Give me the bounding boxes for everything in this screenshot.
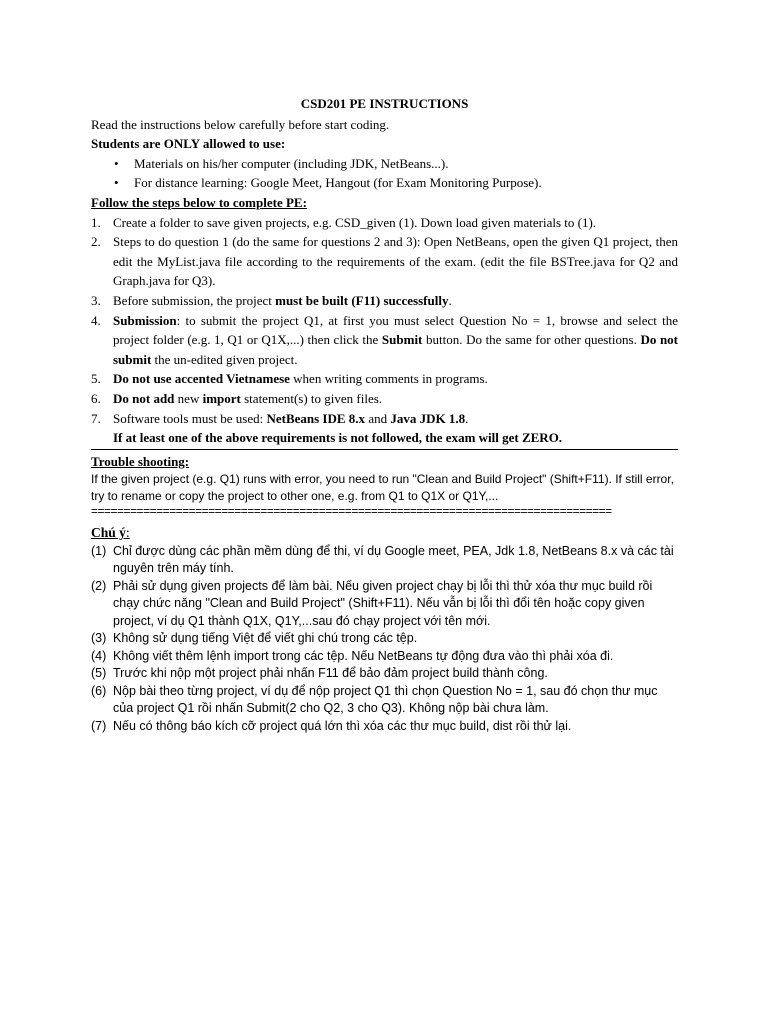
step-number: 5.	[91, 371, 101, 387]
step-text: statement(s) to given files.	[240, 390, 383, 406]
note-item	[91, 630, 678, 648]
note-number: (5)	[91, 666, 107, 681]
step-item	[91, 311, 678, 370]
step-number: 2.	[91, 234, 101, 250]
trouble-heading: Trouble shooting:	[91, 453, 190, 469]
note-heading	[91, 523, 678, 543]
document-page	[91, 94, 678, 735]
step-text-bold: Submission	[113, 312, 177, 328]
document-title: CSD201 PE INSTRUCTIONS	[300, 96, 469, 111]
step-text-bold: Java JDK 1.8	[390, 410, 466, 426]
note-text: Nộp bài theo từng project, ví dụ để nộp project Q1 thì chọn Question No = 1, sau đó chọn thư mục của project Q1 rồi nhấn Submit(2 cho Q2, 3 cho Q3). Không nộp bài chưa làm.	[113, 683, 658, 716]
step-text: .	[465, 410, 469, 426]
step-item	[91, 213, 678, 233]
steps-heading: Follow the steps below to complete PE:	[91, 194, 307, 210]
step-text: .	[448, 292, 452, 308]
step-text-bold: must be built (F11) successfully	[275, 292, 449, 308]
step-text: : to submit the project Q1, at first you must select Question No = 1, browse and select the project folder (e.g. 1, Q1 or Q1X,...) then click the	[113, 312, 678, 348]
step-item	[91, 409, 678, 429]
allowed-list	[91, 154, 678, 193]
note-text: Không viết thêm lệnh import trong các tệp. Nếu NetBeans tự động đưa vào thì phải xóa đi.	[113, 648, 614, 663]
step-text: button. Do the same for other questions.	[422, 332, 641, 348]
step-number: 1.	[91, 214, 101, 230]
step-text-bold: Do not add	[113, 390, 175, 406]
note-number: (4)	[91, 648, 107, 663]
step-text-bold: NetBeans IDE 8.x	[266, 410, 366, 426]
allowed-heading: Students are ONLY allowed to use:	[91, 136, 286, 152]
allowed-item: • For distance learning: Google Meet, Hangout (for Exam Monitoring Purpose).	[134, 173, 678, 193]
allowed-item: • Materials on his/her computer (including JDK, NetBeans...).	[134, 154, 678, 174]
note-text: Phải sử dụng given projects để làm bài. Nếu given project chạy bị lỗi thì thử xóa thư mục build rồi chạy chức năng "Clean and Build Project" (Shift+F11). Nếu vẫn bị lỗi thì đổi tên hoặc copy given project, ví dụ Q1 thành Q1X, Q1Y,...sau đó chạy project với tên mới.	[113, 578, 653, 628]
step-item	[91, 369, 678, 389]
step-text: Before submission, the project	[113, 292, 276, 308]
note-text: Không sử dụng tiếng Việt để viết ghi chú trong các tệp.	[113, 631, 418, 646]
note-heading-colon: :	[125, 525, 130, 541]
step-text: the un-edited given project.	[151, 351, 298, 367]
step-number: 3.	[91, 292, 101, 308]
divider	[91, 449, 678, 450]
note-item	[91, 683, 678, 718]
note-number: (3)	[91, 631, 107, 646]
step-text: Create a folder to save given projects, e.g. CSD_given (1). Down load given materials to (1).	[113, 214, 597, 230]
step-text-bold: Do not use accented Vietnamese	[113, 371, 290, 387]
step-number: 7.	[91, 410, 101, 426]
zero-warning: If at least one of the above requirements is not followed, the exam will get ZERO.	[113, 430, 563, 446]
step-number: 6.	[91, 390, 101, 406]
step-number: 4.	[91, 312, 101, 328]
note-number: (1)	[91, 543, 107, 558]
step-text: Software tools must be used:	[113, 410, 267, 426]
note-text: Nếu có thông báo kích cỡ project quá lớn thì xóa các thư mục build, dist rồi thử lại.	[113, 718, 572, 733]
step-item	[91, 291, 678, 311]
note-number: (2)	[91, 578, 107, 593]
note-item	[91, 578, 678, 631]
note-text: Chỉ được dùng các phần mềm dùng để thi, ví dụ Google meet, PEA, Jdk 1.8, NetBeans 8.x và các tài nguyên trên máy tính.	[113, 543, 674, 576]
notes-list	[91, 543, 678, 736]
steps-list	[91, 213, 678, 429]
separator-line: ================================================================================	[91, 505, 612, 518]
note-text: Trước khi nộp một project phải nhấn F11 để bảo đảm project build thành công.	[113, 666, 548, 681]
intro-text: Read the instructions below carefully before start coding.	[91, 116, 390, 132]
step-text: new	[174, 390, 203, 406]
step-text-bold: Submit	[381, 332, 423, 348]
step-item	[91, 232, 678, 291]
step-text-bold: import	[202, 390, 241, 406]
step-item	[91, 389, 678, 409]
step-text: Steps to do question 1 (do the same for questions 2 and 3): Open NetBeans, open the given Q1 project, then edit the MyList.java file according to the requirements of the exam. (edit the file BSTree.java for Q2 and Graph.java for Q3).	[113, 234, 678, 289]
note-number: (7)	[91, 718, 107, 733]
note-item	[91, 665, 678, 683]
note-heading-text: Chú ý	[91, 525, 126, 541]
note-item	[91, 543, 678, 578]
trouble-text: If the given project (e.g. Q1) runs with error, you need to run "Clean and Build Project" (Shift+F11). If still error, try to rename or copy the project to other one, e.g. from Q1 to Q1X or Q1Y,...	[91, 472, 674, 504]
step-text: and	[365, 410, 391, 426]
note-number: (6)	[91, 683, 107, 698]
step-text: when writing comments in programs.	[289, 371, 488, 387]
step-text-bold: Do not submit	[113, 332, 679, 367]
note-item	[91, 718, 678, 736]
note-item	[91, 648, 678, 666]
